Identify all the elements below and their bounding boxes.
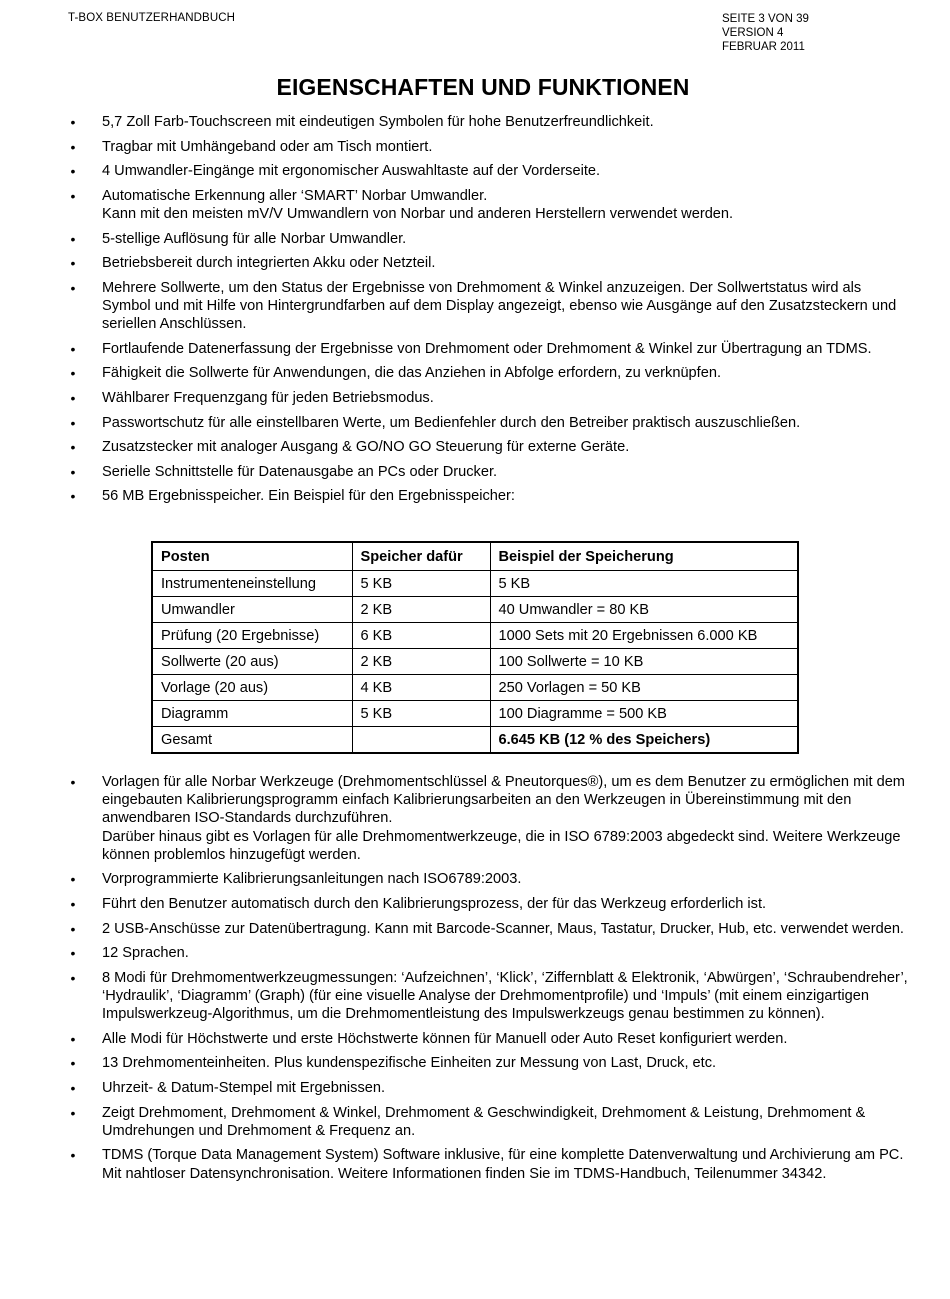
page-title: EIGENSCHAFTEN UND FUNKTIONEN <box>276 74 690 100</box>
bullet-icon: • <box>70 1055 76 1072</box>
bullet-icon: • <box>70 365 76 382</box>
table-row <box>152 727 798 754</box>
bullet-icon: • <box>70 1147 76 1164</box>
list-item-text: 5,7 Zoll Farb-Touchscreen mit eindeutigen Symbolen für hohe Benutzerfreundlichkeit. <box>102 114 654 130</box>
bullet-icon: • <box>70 255 76 272</box>
bullet-icon: • <box>70 871 76 888</box>
table-header-cell: Speicher dafür <box>352 542 490 571</box>
list-item <box>68 230 908 248</box>
table-cell <box>352 727 490 754</box>
list-item-text: Vorprogrammierte Kalibrierungsanleitungen nach ISO6789:2003. <box>102 871 522 888</box>
list-item <box>68 463 908 481</box>
list-item <box>68 414 908 432</box>
list-item <box>68 1030 908 1048</box>
table-cell: 5 KB <box>490 571 798 597</box>
table-cell: Vorlage (20 aus) <box>152 675 352 701</box>
list-item-text: 8 Modi für Drehmomentwerkzeugmessungen: ‘Aufzeichnen’, ‘Klick’, ‘Ziffernblatt & Elektronik, ‘Abwürgen’, ‘Schraubendreher’, ‘Hydraulik’, ‘Diagramm’ (Graph) (für eine visuelle Analyse der Drehmomentprofile) und ‘Impuls’ (mit einem einzigartigen Impulswerkzeug-Algorithmus, um die Drehmomentleistung des Impulswerkzeugs genau bestimmen zu können). <box>102 969 908 1023</box>
bullet-icon: • <box>70 1104 76 1121</box>
table-header-cell: Posten <box>152 542 352 571</box>
list-item <box>68 162 908 180</box>
list-item-text: Zusatzstecker mit analoger Ausgang & GO/NO GO Steuerung für externe Geräte. <box>102 439 630 456</box>
list-item <box>68 870 908 888</box>
list-item <box>68 113 908 131</box>
bullet-icon: • <box>70 114 76 130</box>
list-item-text: Mehrere Sollwerte, um den Status der Ergebnisse von Drehmoment & Winkel anzuzeigen. Der Sollwertstatus wird als Symbol und mit Hilfe von Hintergrundfarben auf dem Display angezeigt, ebenso wie Ausgänge auf den Zusatzsteckern und seriellen Anschlüssen. <box>102 279 897 333</box>
bullet-icon: • <box>70 414 76 431</box>
bullet-icon: • <box>70 969 76 986</box>
table-cell: 6.645 KB (12 % des Speichers) <box>490 727 798 754</box>
list-item-text: Kann mit den meisten mV/V Umwandlern von Norbar und anderen Herstellern verwendet werden. <box>102 205 734 222</box>
bullet-icon: • <box>70 896 76 912</box>
list-item <box>68 969 908 1024</box>
table-row <box>152 623 798 649</box>
table-row <box>152 649 798 675</box>
list-item <box>68 1146 908 1182</box>
bullet-icon: • <box>70 1079 76 1096</box>
bullet-icon: • <box>70 138 76 155</box>
table-row <box>152 597 798 623</box>
header-version: VERSION 4 <box>722 27 784 40</box>
bullet-icon: • <box>70 945 76 962</box>
list-item <box>68 389 908 407</box>
list-item-text: Fortlaufende Datenerfassung der Ergebnisse von Drehmoment oder Drehmoment & Winkel zur Übertragung an TDMS. <box>102 340 872 357</box>
bullet-icon: • <box>70 463 76 480</box>
table-cell: 5 KB <box>352 701 490 727</box>
list-item <box>68 895 908 913</box>
list-item-text: 13 Drehmomenteinheiten. Plus kundenspezifische Einheiten zur Messung von Last, Druck, etc. <box>102 1055 717 1072</box>
list-item <box>68 487 908 505</box>
list-item <box>68 773 908 864</box>
table-cell: 100 Sollwerte = 10 KB <box>490 649 798 675</box>
list-item <box>68 920 908 938</box>
table-row <box>152 701 798 727</box>
list-item-text: TDMS (Torque Data Management System) Software inklusive, für eine komplette Datenverwaltung und Archivierung am PC. Mit nahtloser Datensynchronisation. Weitere Informationen finden Sie im TDMS-Handbuch, Teilenummer 34342. <box>102 1147 904 1182</box>
table-cell: Gesamt <box>152 727 352 754</box>
bullet-icon: • <box>70 389 76 406</box>
list-item <box>68 1104 908 1140</box>
table-cell: 2 KB <box>352 649 490 675</box>
list-item-text: Fähigkeit die Sollwerte für Anwendungen, die das Anziehen in Abfolge erfordern, zu verknüpfen. <box>102 365 722 382</box>
list-item-text: 5-stellige Auflösung für alle Norbar Umwandler. <box>102 230 407 247</box>
table-cell: 2 KB <box>352 597 490 623</box>
list-item-text: Alle Modi für Höchstwerte und erste Höchstwerte können für Manuell oder Auto Reset konfiguriert werden. <box>102 1030 788 1047</box>
list-item-text: Serielle Schnittstelle für Datenausgabe an PCs oder Drucker. <box>102 463 498 480</box>
bullet-icon: • <box>70 340 76 357</box>
table-cell: 5 KB <box>352 571 490 597</box>
bullet-icon: • <box>70 163 76 180</box>
table-header-cell: Beispiel der Speicherung <box>490 542 798 571</box>
list-item-text: 12 Sprachen. <box>102 945 189 962</box>
list-item-text: 4 Umwandler-Eingänge mit ergonomischer Auswahltaste auf der Vorderseite. <box>102 163 601 180</box>
list-item-text: Betriebsbereit durch integrierten Akku oder Netzteil. <box>102 255 436 272</box>
table-row <box>152 571 798 597</box>
memory-table <box>151 541 799 754</box>
bullet-icon: • <box>70 230 76 247</box>
table-cell: 6 KB <box>352 623 490 649</box>
bullet-icon: • <box>70 920 76 937</box>
list-item <box>68 138 908 156</box>
list-item <box>68 187 908 223</box>
list-item <box>68 944 908 962</box>
list-item <box>68 438 908 456</box>
list-item <box>68 1079 908 1097</box>
bullet-icon: • <box>70 439 76 456</box>
bullet-icon: • <box>70 488 76 505</box>
table-cell: 1000 Sets mit 20 Ergebnissen 6.000 KB <box>490 623 798 649</box>
list-item-text: Darüber hinaus gibt es Vorlagen für alle Drehmomentwerkzeuge, die in ISO 6789:2003 abgedeckt sind. Weitere Werkzeuge können problemlos hinzugefügt werden. <box>102 828 901 863</box>
bullet-icon: • <box>70 1030 76 1047</box>
header-meta <box>722 12 809 55</box>
list-item-text: Tragbar mit Umhängeband oder am Tisch montiert. <box>102 138 433 155</box>
table-cell: 100 Diagramme = 500 KB <box>490 701 798 727</box>
header-page-number: SEITE 3 VON 39 <box>722 13 809 25</box>
table-cell: Sollwerte (20 aus) <box>152 649 352 675</box>
bullet-icon: • <box>70 279 76 296</box>
list-item-text: Automatische Erkennung aller ‘SMART’ Norbar Umwandler. <box>102 187 488 204</box>
list-item-text: Uhrzeit- & Datum-Stempel mit Ergebnissen. <box>102 1079 386 1096</box>
feature-list-top <box>68 113 908 512</box>
table-cell: Instrumenteneinstellung <box>152 571 352 597</box>
list-item <box>68 1054 908 1072</box>
header-date: FEBRUAR 2011 <box>722 41 805 54</box>
table-cell: Prüfung (20 Ergebnisse) <box>152 623 352 649</box>
table-cell: 40 Umwandler = 80 KB <box>490 597 798 623</box>
feature-list-bottom <box>68 773 908 1189</box>
bullet-icon: • <box>70 187 76 204</box>
table-header-row <box>152 542 798 571</box>
list-item <box>68 279 908 334</box>
list-item-text: 56 MB Ergebnisspeicher. Ein Beispiel für den Ergebnisspeicher: <box>102 488 515 505</box>
list-item-text: Wählbarer Frequenzgang für jeden Betriebsmodus. <box>102 389 434 406</box>
table-cell: 4 KB <box>352 675 490 701</box>
list-item <box>68 254 908 272</box>
table-row <box>152 675 798 701</box>
list-item-text: Zeigt Drehmoment, Drehmoment & Winkel, Drehmoment & Geschwindigkeit, Drehmoment & Leistung, Drehmoment & Umdrehungen und Drehmoment & Frequenz an. <box>102 1104 866 1139</box>
table-cell: 250 Vorlagen = 50 KB <box>490 675 798 701</box>
list-item <box>68 340 908 358</box>
table-cell: Umwandler <box>152 597 352 623</box>
bullet-icon: • <box>70 774 76 790</box>
list-item-text: Passwortschutz für alle einstellbaren Werte, um Bedienfehler durch den Betreiber praktisch auszuschließen. <box>102 414 801 431</box>
list-item-text: Führt den Benutzer automatisch durch den Kalibrierungsprozess, der für das Werkzeug erforderlich ist. <box>102 896 767 912</box>
list-item-text: Vorlagen für alle Norbar Werkzeuge (Drehmomentschlüssel & Pneutorques®), um es dem Benutzer zu ermöglichen mit dem eingebauten Kalibrierungsprogramm einfach Kalibrierungsarbeiten an den Werkzeugen in Übereinstimmung mit den anwendbaren ISO-Standards durchzuführen. <box>102 774 905 827</box>
list-item <box>68 364 908 382</box>
table-cell: Diagramm <box>152 701 352 727</box>
list-item-text: 2 USB-Anschüsse zur Datenübertragung. Kann mit Barcode-Scanner, Maus, Tastatur, Drucker, Hub, etc. verwendet werden. <box>102 920 904 937</box>
header-manual-title: T-BOX BENUTZERHANDBUCH <box>68 12 236 24</box>
